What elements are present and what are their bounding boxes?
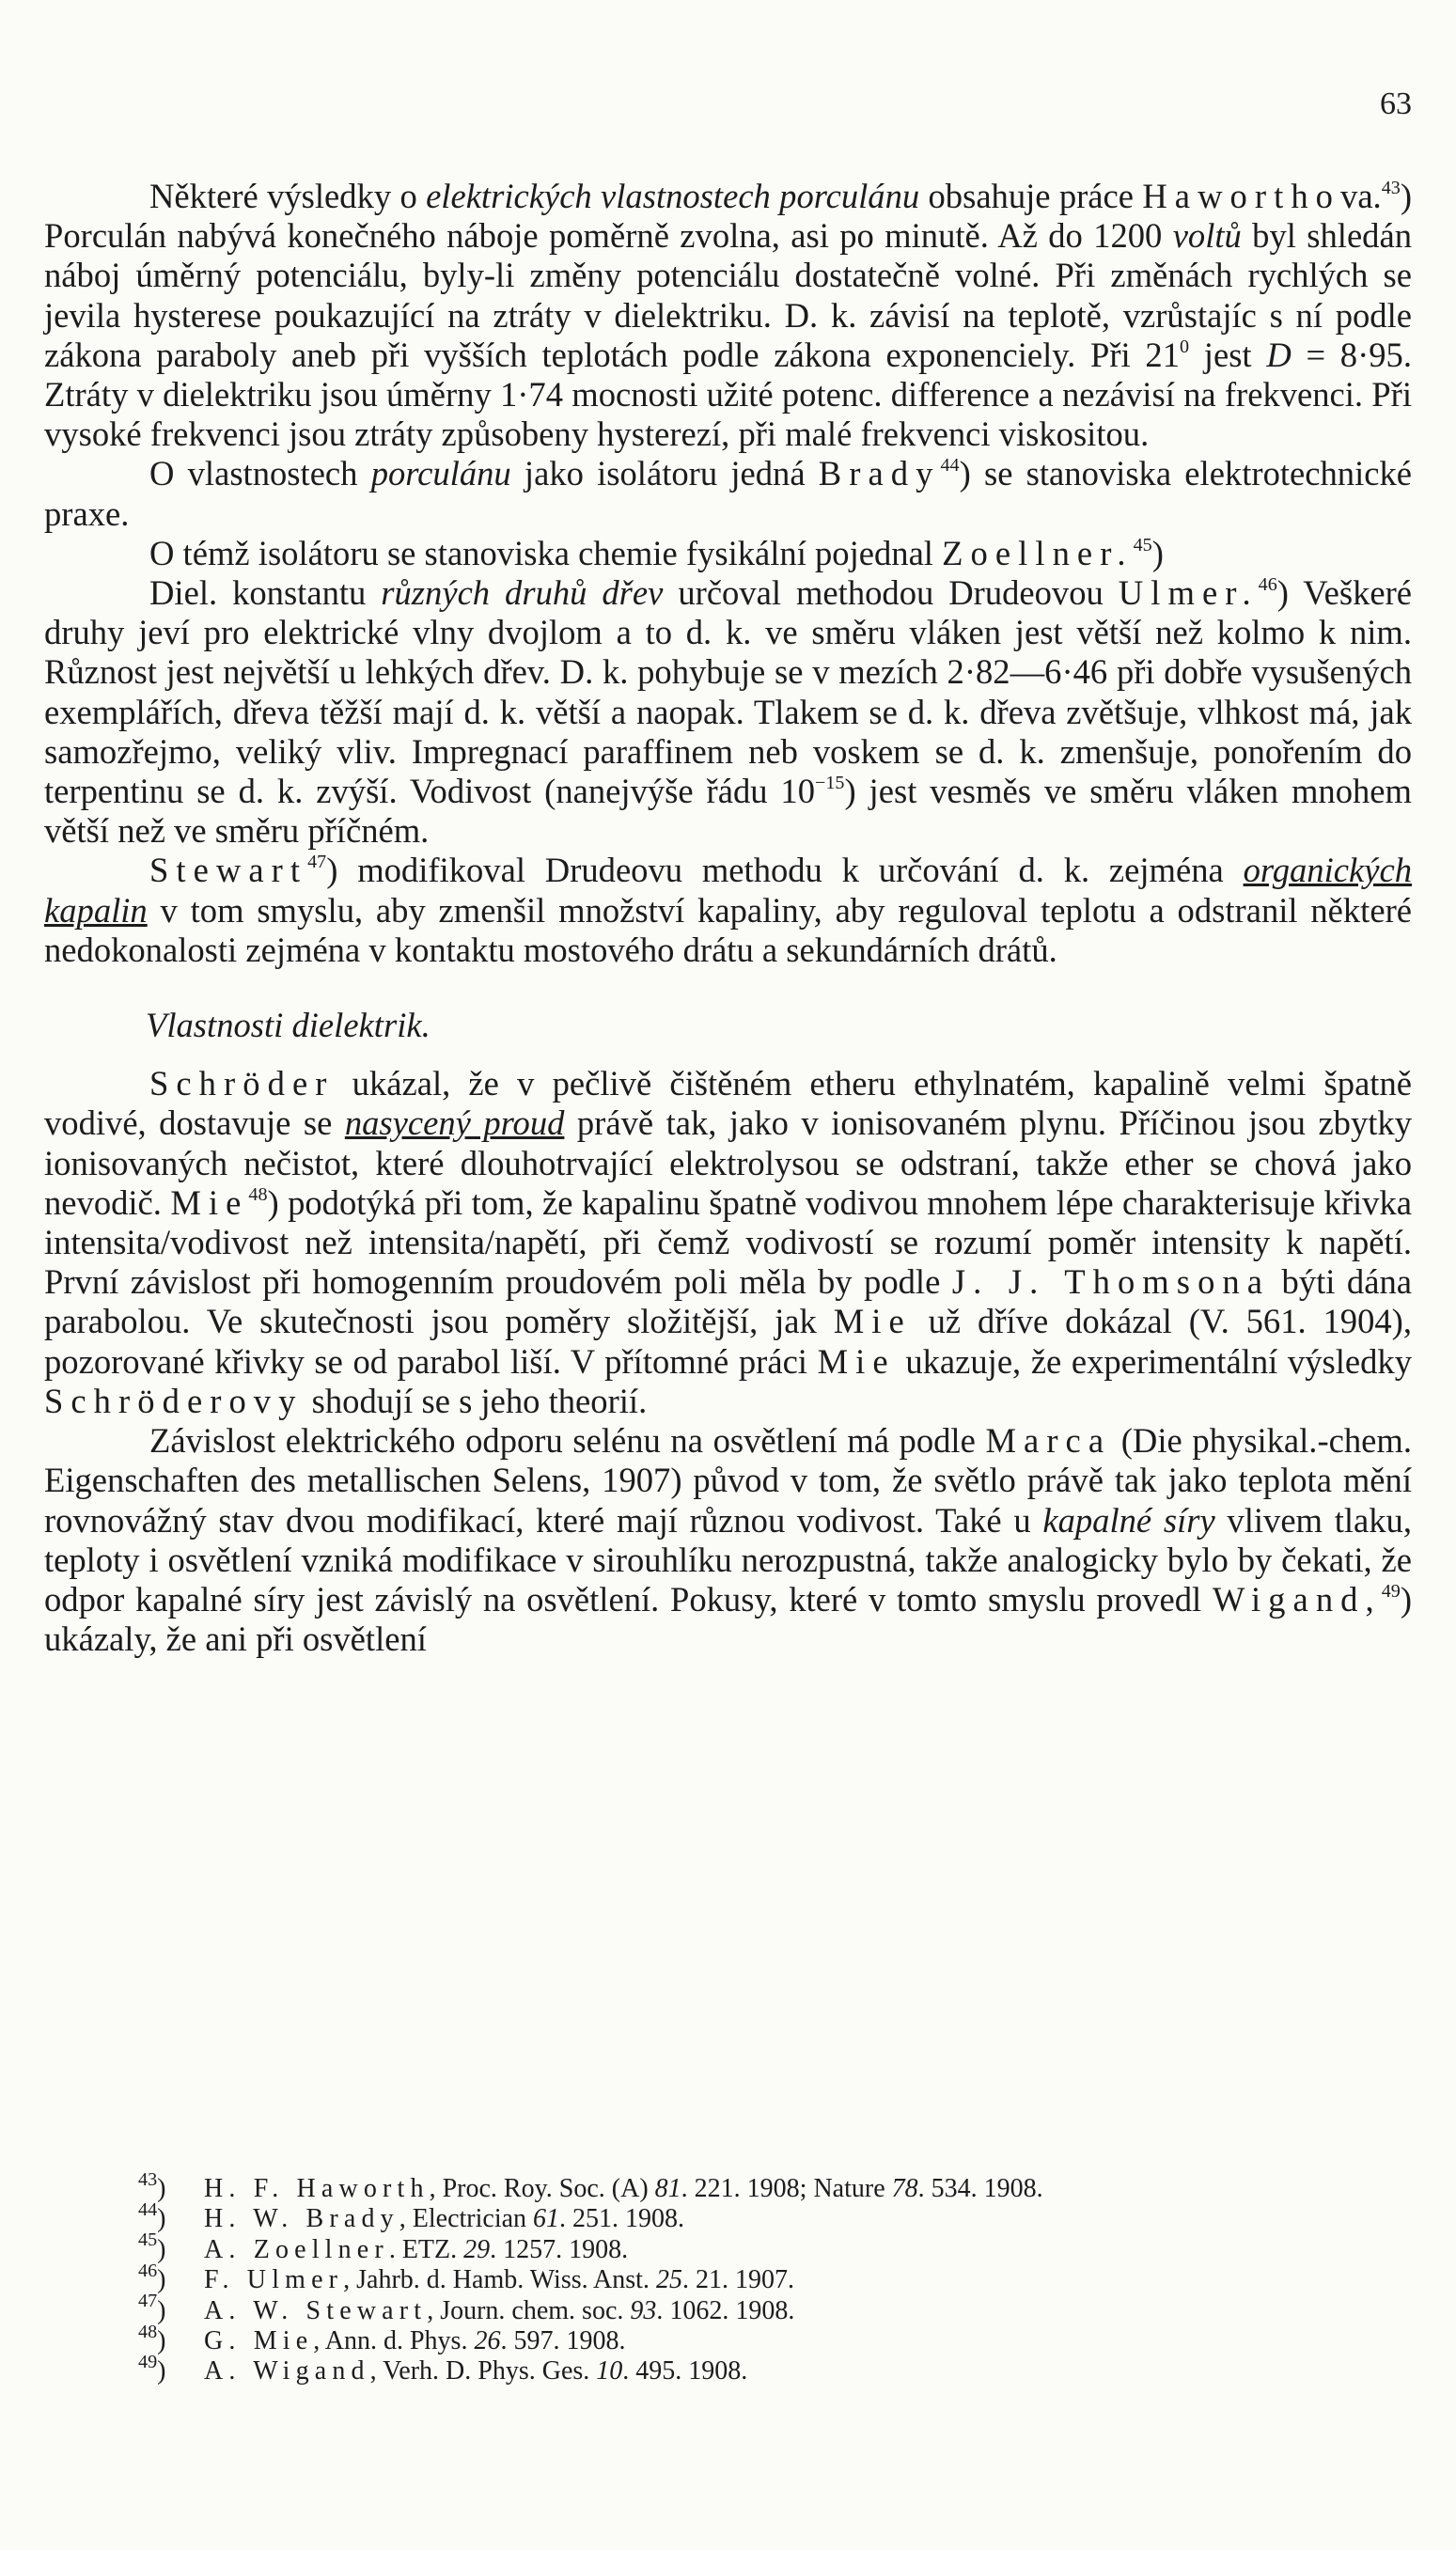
footnote-ref: 49 <box>1381 1580 1401 1602</box>
text-run: = 8·95. Ztráty v dielektriku jsou úměrny 1·74 mocnosti užité potenc. difference a nezávisí na frekvenci. Při vysoké frekvenci jsou ztráty způsobeny hysterezí, při malé frekvenci viskositou. <box>44 335 1412 454</box>
paragraph-porcelain-zoellner <box>44 534 1412 573</box>
author-name: Marca <box>985 1421 1112 1461</box>
author-name: Brady <box>818 454 941 493</box>
italic-term: organických kapalin <box>44 851 1412 930</box>
italic-term: porculánu <box>370 454 511 493</box>
footnote-mark: $^{48}$) <box>138 2321 166 2356</box>
text-run: Některé výsledky o <box>149 177 427 215</box>
footnote-45 <box>138 2229 1412 2265</box>
paragraph-schroeder-mie <box>44 1064 1412 1421</box>
footnote-source: . 597. 1908. <box>500 2326 626 2356</box>
footnote-47 <box>138 2291 1412 2326</box>
footnote-ref: 43 <box>1381 177 1401 198</box>
footnote-volume: 78 <box>891 2174 918 2203</box>
italic-term: různých druhů dřev <box>381 573 664 613</box>
text-run: shodují se s jeho theorií. <box>303 1381 648 1420</box>
footnote-ref: 47 <box>307 852 327 873</box>
footnote-46 <box>138 2260 1412 2295</box>
footnote-text <box>204 2296 1412 2326</box>
footnote-text <box>204 2356 1412 2386</box>
footnote-author: A. W. Stewart <box>204 2295 428 2325</box>
footnote-text <box>204 2265 1412 2295</box>
author-name: Schröder <box>149 1064 335 1103</box>
exponent: −15 <box>815 772 845 793</box>
footnote-ref: 44 <box>940 455 960 477</box>
author-name: Mie <box>170 1182 249 1222</box>
section-heading: Vlastnosti dielektrik. <box>146 1006 431 1045</box>
text-run: ) se stanoviska elektrotechnické praxe. <box>44 454 1412 533</box>
author-name: Hawortho <box>1142 177 1341 215</box>
footnote-volume: 93 <box>630 2295 657 2325</box>
italic-term: voltů <box>1172 216 1242 256</box>
text-run: ) ukázaly, že ani při osvětlení <box>44 1579 1412 1659</box>
footnote-mark: $^{47}$) <box>138 2291 166 2325</box>
author-name: Schröderovy <box>44 1381 304 1420</box>
footnote-number: 48 <box>138 2321 158 2342</box>
footnote-source: . 221. 1908; Nature <box>681 2174 892 2203</box>
author-name: Wigand, <box>1212 1579 1382 1619</box>
footnote-number: 49 <box>138 2352 158 2373</box>
text-run: ) <box>1151 533 1164 572</box>
footnote-author: A. Zoellner <box>204 2234 389 2264</box>
footnote-mark: $^{49}$) <box>138 2352 166 2386</box>
footnote-number: 44 <box>138 2199 158 2221</box>
footnote-source: . 251. 1908. <box>559 2204 685 2234</box>
footnote-mark: $^{44}$) <box>138 2199 166 2234</box>
footnote-source: , Electrician <box>399 2204 534 2234</box>
author-name: Zoellner. <box>942 533 1134 572</box>
footnote-ref: 45 <box>1133 534 1152 555</box>
author-name: Mie <box>817 1341 896 1381</box>
footnote-43 <box>138 2168 1412 2204</box>
text-run: O témž isolátoru se stanoviska chemie fysikální pojednal <box>149 533 943 572</box>
author-name: J. J. Thomsona <box>951 1262 1271 1302</box>
footnote-mark: $^{45}$) <box>138 2229 166 2264</box>
degree-mark: 0 <box>1180 336 1190 357</box>
footnote-mark: $^{43}$) <box>138 2168 166 2203</box>
text-run: už dříve dokázal (V. 561. 1904), pozorované křivky se od parabol liší. V přítomné práci <box>44 1302 1412 1381</box>
footnote-source: , Verh. D. Phys. Ges. <box>369 2356 597 2386</box>
page-number: 63 <box>1380 86 1412 121</box>
text-run: va. <box>1340 177 1382 215</box>
text-run: Závislost elektrického odporu selénu na osvětlení má podle <box>149 1421 986 1461</box>
footnote-author: H. F. Haworth <box>204 2174 430 2203</box>
paragraph-selenium-marc <box>44 1421 1412 1659</box>
footnote-source: , Proc. Roy. Soc. (A) <box>429 2174 655 2203</box>
footnote-author: A. Wigand <box>204 2356 370 2386</box>
text-run: ukazuje, že experimentální výsledky <box>895 1341 1412 1381</box>
footnote-number: 47 <box>138 2291 158 2312</box>
footnote-author: H. W. Brady <box>204 2204 399 2234</box>
author-name: Stewart <box>149 851 308 890</box>
text-run: jako isolátoru jedná <box>510 454 819 493</box>
italic-term: kapalné síry <box>1042 1500 1215 1540</box>
text-run: vlivem tlaku, teploty i osvětlení vzniká modifikace v sirouhlíku nerozpustná, takže analogicky bylo by čekati, že odpor kapalné síry jest závislý na osvětlení. Pokusy, které v tomto smyslu provedl <box>44 1500 1412 1619</box>
text-run: (Die physikal.-chem. Eigenschaften des metallischen Selens, 1907) původ v tom, že světlo právě tak jako teplota mění rovnovážný stav dvou modifikací, které mají různou vodivost. Také u <box>44 1421 1412 1540</box>
footnote-volume: 29 <box>463 2234 491 2264</box>
footnote-number: 43 <box>138 2168 158 2190</box>
body-text <box>44 177 1412 1659</box>
text-run: jest <box>1189 335 1267 374</box>
paragraph-porcelain-brady <box>44 454 1412 533</box>
footnote-source: . 1257. 1908. <box>490 2234 629 2264</box>
author-name: Ulmer. <box>1118 573 1259 613</box>
footnotes <box>138 2168 1412 2387</box>
text-run: ) jest vesměs ve směru vláken mnohem větší než ve směru příčném. <box>44 772 1412 851</box>
text-run: O vlastnostech <box>149 454 371 493</box>
footnote-44 <box>138 2199 1412 2234</box>
footnote-source: , Ann. d. Phys. <box>313 2326 475 2356</box>
text-run: býti dána parabolou. Ve skutečnosti jsou poměry složitější, jak <box>44 1262 1412 1341</box>
text-run: ukázal, že v pečlivě čištěném etheru ethylnatém, kapalině velmi špatně vodivé, dostavuje se <box>44 1064 1412 1143</box>
text-run: ) podotýká při tom, že kapalinu špatně vodivou mnohem lépe charakterisuje křivka intensita/vodivost než intensita/napětí, při čemž vodivostí se rozumí poměr intensity k napětí. První závislost při homogenním proudovém poli měla by podle <box>44 1182 1412 1302</box>
paragraph-wood-ulmer <box>44 573 1412 851</box>
footnote-text <box>204 2326 1412 2356</box>
footnote-ref: 48 <box>248 1183 268 1205</box>
author-name: Mie <box>833 1302 912 1341</box>
footnote-volume: 26 <box>474 2326 501 2356</box>
text-run: Diel. konstantu <box>149 573 382 613</box>
footnote-number: 46 <box>138 2260 158 2281</box>
footnote-volume: 81 <box>654 2174 681 2203</box>
paragraph-porcelain-haworth <box>44 177 1412 454</box>
footnote-author: G. Mie <box>204 2326 314 2356</box>
footnote-source: . 21. 1907. <box>681 2265 794 2295</box>
footnote-mark: $^{46}$) <box>138 2260 166 2295</box>
text-run: obsahuje práce <box>919 177 1143 215</box>
footnote-source: , Jahrb. d. Hamb. Wiss. Anst. <box>343 2265 656 2295</box>
footnote-source: . 495. 1908. <box>622 2356 748 2386</box>
text-run: v tom smyslu, aby zmenšil množství kapaliny, aby reguloval teplotu a odstranil některé nedokonalosti zejména v kontaktu mostového drátu a sekundárních drátů. <box>44 890 1412 969</box>
footnote-number: 45 <box>138 2229 158 2251</box>
text-run: byl shledán náboj úměrný potenciálu, byly-li změny potenciálu dostatečně volné. Při změnách rychlých se jevila hysterese poukazující na ztráty v dielektriku. D. k. závisí na teplotě, vzrůstajíc s ní podle zákona paraboly aneb při vyšších teplotách podle zákona exponenciely. Při 21 <box>44 216 1412 374</box>
footnote-author: F. Ulmer <box>204 2265 344 2295</box>
footnote-ref: 46 <box>1258 573 1277 595</box>
footnote-49 <box>138 2352 1412 2386</box>
paragraph-liquids-stewart <box>44 851 1412 970</box>
italic-symbol: D <box>1266 335 1292 374</box>
italic-term: nasycený proud <box>344 1103 565 1143</box>
footnote-source: . 1062. 1908. <box>656 2295 795 2325</box>
footnote-volume: 61 <box>533 2204 560 2234</box>
footnote-source: . 534. 1908. <box>917 2174 1043 2203</box>
footnote-48 <box>138 2321 1412 2356</box>
footnote-volume: 25 <box>655 2265 682 2295</box>
text-run: určoval methodou Drudeovou <box>663 573 1119 613</box>
text-run: ) Porculán nabývá konečného náboje poměrně zvolna, asi po minutě. Až do 1200 <box>44 177 1412 256</box>
text-run: ) modifikoval Drudeovu methodu k určování d. k. zejména <box>326 851 1244 890</box>
footnote-text <box>204 2235 1412 2265</box>
footnote-volume: 10 <box>596 2356 623 2386</box>
footnote-text <box>204 2174 1412 2204</box>
footnote-text <box>204 2204 1412 2234</box>
footnote-source: . ETZ. <box>388 2234 464 2264</box>
text-run: právě tak, jako v ionisovaném plynu. Příčinou jsou zbytky ionisovaných nečistot, které dlouhotrvající elektrolysou se odstraní, takže ether se chová jako nevodič. <box>44 1103 1412 1222</box>
text-run: ) Veškeré druhy jeví pro elektrické vlny dvojlom a to d. k. ve směru vláken jest větší než kolmo k nim. Různost jest největší u lehkých dřev. D. k. pohybuje se v mezích 2·82—6·46 při dobře vysušených exemplářích, dřeva těžší mají d. k. větší a naopak. Tlakem se d. k. dřeva zvětšuje, vlhkost má, jak samozřejmo, veliký vliv. Impregnací paraffinem neb voskem se d. k. zmenšuje, ponořením do terpentinu se d. k. zvýší. Vodivost (nanejvýše řádu 10 <box>44 573 1413 811</box>
footnote-source: , Journ. chem. soc. <box>427 2295 631 2325</box>
italic-term: elektrických vlastnostech porculánu <box>426 177 920 215</box>
